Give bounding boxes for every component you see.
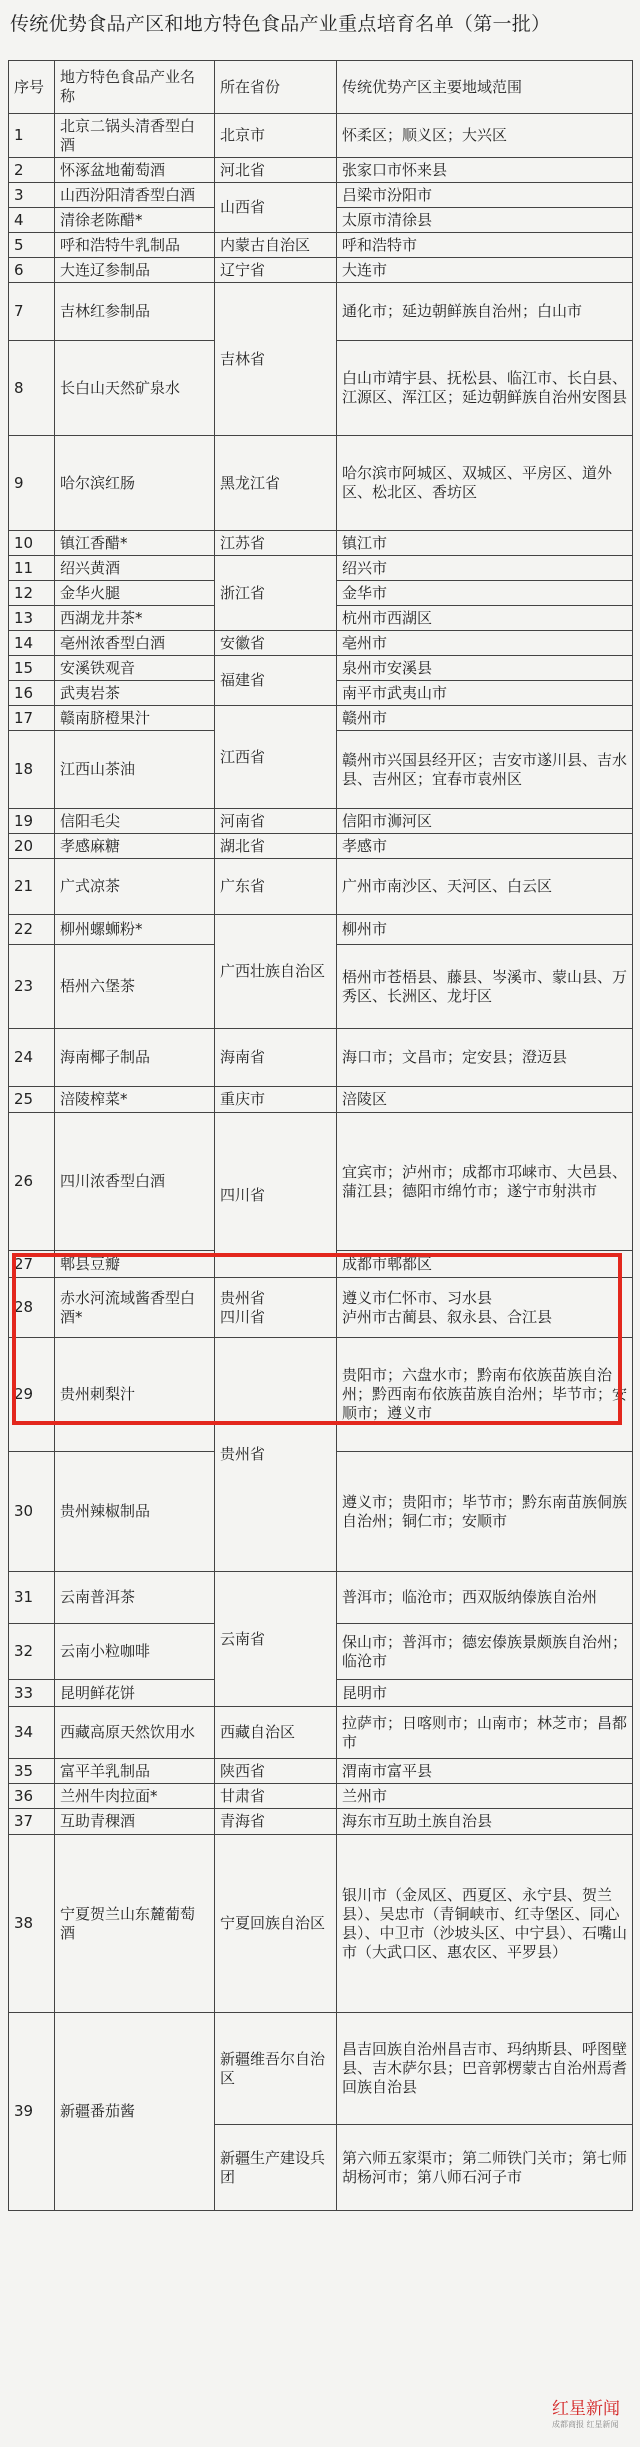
row-province: 陕西省 bbox=[215, 1759, 337, 1784]
row-province: 吉林省 bbox=[215, 283, 337, 436]
row-industry: 宁夏贺兰山东麓葡萄酒 bbox=[55, 1835, 215, 2013]
row-province: 湖北省 bbox=[215, 834, 337, 859]
row-industry: 海南椰子制品 bbox=[55, 1029, 215, 1087]
table-row bbox=[9, 531, 633, 556]
row-industry: 呼和浩特牛乳制品 bbox=[55, 233, 215, 258]
row-no: 16 bbox=[9, 681, 55, 706]
row-area: 普洱市；临沧市；西双版纳傣族自治州 bbox=[337, 1572, 633, 1624]
row-no: 11 bbox=[9, 556, 55, 581]
row-province: 西藏自治区 bbox=[215, 1707, 337, 1759]
row-no: 32 bbox=[9, 1624, 55, 1680]
row-no: 20 bbox=[9, 834, 55, 859]
table-row bbox=[9, 1278, 633, 1338]
row-province: 广西壮族自治区 bbox=[215, 915, 337, 1029]
row-industry: 长白山天然矿泉水 bbox=[55, 341, 215, 436]
table-row bbox=[9, 809, 633, 834]
row-industry: 武夷岩茶 bbox=[55, 681, 215, 706]
row-area: 成都市郫都区 bbox=[337, 1251, 633, 1278]
row-area: 柳州市 bbox=[337, 915, 633, 945]
row-no: 19 bbox=[9, 809, 55, 834]
row-no: 26 bbox=[9, 1113, 55, 1251]
row-no: 34 bbox=[9, 1707, 55, 1759]
brand-watermark bbox=[552, 2398, 636, 2438]
row-area: 呼和浩特市 bbox=[337, 233, 633, 258]
row-industry: 广式凉茶 bbox=[55, 859, 215, 915]
row-no: 4 bbox=[9, 208, 55, 233]
row-no: 29 bbox=[9, 1338, 55, 1452]
row-area: 孝感市 bbox=[337, 834, 633, 859]
row-no: 18 bbox=[9, 731, 55, 809]
table-row bbox=[9, 915, 633, 945]
row-area: 亳州市 bbox=[337, 631, 633, 656]
row-area: 保山市；普洱市；德宏傣族景颇族自治州；临沧市 bbox=[337, 1624, 633, 1680]
row-industry: 郫县豆瓣 bbox=[55, 1251, 215, 1278]
row-no: 36 bbox=[9, 1784, 55, 1809]
row-area: 大连市 bbox=[337, 258, 633, 283]
watermark-brand: 红星新闻 bbox=[552, 2399, 620, 2419]
row-province: 广东省 bbox=[215, 859, 337, 915]
row-no: 3 bbox=[9, 183, 55, 208]
table-row bbox=[9, 1087, 633, 1113]
row-province: 宁夏回族自治区 bbox=[215, 1835, 337, 2013]
row-industry: 赤水河流域酱香型白酒* bbox=[55, 1278, 215, 1338]
row-province: 黑龙江省 bbox=[215, 436, 337, 531]
row-area: 南平市武夷山市 bbox=[337, 681, 633, 706]
row-province: 福建省 bbox=[215, 656, 337, 706]
row-province: 山西省 bbox=[215, 183, 337, 233]
row-no: 13 bbox=[9, 606, 55, 631]
row-area: 哈尔滨市阿城区、双城区、平房区、道外区、松北区、香坊区 bbox=[337, 436, 633, 531]
row-industry: 昆明鲜花饼 bbox=[55, 1680, 215, 1707]
row-no: 22 bbox=[9, 915, 55, 945]
row-area: 吕梁市汾阳市 bbox=[337, 183, 633, 208]
row-industry: 柳州螺蛳粉* bbox=[55, 915, 215, 945]
row-no: 9 bbox=[9, 436, 55, 531]
row-province: 内蒙古自治区 bbox=[215, 233, 337, 258]
header-province: 所在省份 bbox=[215, 61, 337, 114]
row-area: 拉萨市；日喀则市；山南市；林芝市；昌都市 bbox=[337, 1707, 633, 1759]
table-row bbox=[9, 706, 633, 731]
table-row bbox=[9, 1113, 633, 1251]
row-no: 6 bbox=[9, 258, 55, 283]
row-no: 37 bbox=[9, 1809, 55, 1835]
row-area: 怀柔区；顺义区；大兴区 bbox=[337, 114, 633, 158]
row-area: 昆明市 bbox=[337, 1680, 633, 1707]
header-area: 传统优势产区主要地域范围 bbox=[337, 61, 633, 114]
table-row bbox=[9, 1809, 633, 1835]
row-no: 39 bbox=[9, 2013, 55, 2211]
row-no: 12 bbox=[9, 581, 55, 606]
row-area: 镇江市 bbox=[337, 531, 633, 556]
row-area: 渭南市富平县 bbox=[337, 1759, 633, 1784]
row-industry: 镇江香醋* bbox=[55, 531, 215, 556]
row-industry: 金华火腿 bbox=[55, 581, 215, 606]
row-industry: 云南小粒咖啡 bbox=[55, 1624, 215, 1680]
row-area: 白山市靖宇县、抚松县、临江市、长白县、江源区、浑江区；延边朝鲜族自治州安图县 bbox=[337, 341, 633, 436]
row-no: 30 bbox=[9, 1452, 55, 1572]
row-industry: 西藏高原天然饮用水 bbox=[55, 1707, 215, 1759]
row-province: 安徽省 bbox=[215, 631, 337, 656]
row-province: 江苏省 bbox=[215, 531, 337, 556]
row-no: 8 bbox=[9, 341, 55, 436]
table-row bbox=[9, 1784, 633, 1809]
row-industry: 孝感麻糖 bbox=[55, 834, 215, 859]
row-province: 四川省 bbox=[215, 1113, 337, 1278]
row-area: 张家口市怀来县 bbox=[337, 158, 633, 183]
row-no: 24 bbox=[9, 1029, 55, 1087]
row-province: 河北省 bbox=[215, 158, 337, 183]
row-industry: 亳州浓香型白酒 bbox=[55, 631, 215, 656]
row-no: 2 bbox=[9, 158, 55, 183]
table-row bbox=[9, 114, 633, 158]
row-area: 金华市 bbox=[337, 581, 633, 606]
table-row bbox=[9, 1835, 633, 2013]
food-industry-table bbox=[8, 60, 633, 2211]
row-area: 杭州市西湖区 bbox=[337, 606, 633, 631]
watermark-sub: 成都商报 红星新闻 bbox=[552, 2420, 619, 2429]
row-no: 5 bbox=[9, 233, 55, 258]
row-area: 通化市；延边朝鲜族自治州；白山市 bbox=[337, 283, 633, 341]
table-row bbox=[9, 283, 633, 341]
row-no: 33 bbox=[9, 1680, 55, 1707]
row-industry: 梧州六堡茶 bbox=[55, 945, 215, 1029]
row-area: 银川市（金凤区、西夏区、永宁县、贺兰县）、吴忠市（青铜峡市、红寺堡区、同心县）、中卫市（沙坡头区、中宁县）、石嘴山市（大武口区、惠农区、平罗县） bbox=[337, 1835, 633, 2013]
table-row bbox=[9, 2013, 633, 2125]
table-row bbox=[9, 1338, 633, 1452]
row-area: 太原市清徐县 bbox=[337, 208, 633, 233]
row-industry: 贵州刺梨汁 bbox=[55, 1338, 215, 1452]
row-area: 泉州市安溪县 bbox=[337, 656, 633, 681]
row-area: 遵义市仁怀市、习水县 泸州市古蔺县、叙永县、合江县 bbox=[337, 1278, 633, 1338]
row-industry: 西湖龙井茶* bbox=[55, 606, 215, 631]
row-province: 贵州省 bbox=[215, 1338, 337, 1572]
row-area: 贵阳市；六盘水市；黔南布依族苗族自治州；黔西南布依族苗族自治州；毕节市；安顺市；遵义市 bbox=[337, 1338, 633, 1452]
row-area: 梧州市苍梧县、藤县、岑溪市、蒙山县、万秀区、长洲区、龙圩区 bbox=[337, 945, 633, 1029]
row-province: 云南省 bbox=[215, 1572, 337, 1707]
row-industry: 绍兴黄酒 bbox=[55, 556, 215, 581]
row-province: 江西省 bbox=[215, 706, 337, 809]
row-area: 信阳市浉河区 bbox=[337, 809, 633, 834]
row-area: 广州市南沙区、天河区、白云区 bbox=[337, 859, 633, 915]
row-no: 17 bbox=[9, 706, 55, 731]
row-industry: 云南普洱茶 bbox=[55, 1572, 215, 1624]
row-area: 第六师五家渠市；第二师铁门关市；第七师胡杨河市；第八师石河子市 bbox=[337, 2125, 633, 2211]
row-area: 遵义市；贵阳市；毕节市；黔东南苗族侗族自治州；铜仁市；安顺市 bbox=[337, 1452, 633, 1572]
table-row bbox=[9, 1759, 633, 1784]
row-no: 14 bbox=[9, 631, 55, 656]
row-industry: 江西山茶油 bbox=[55, 731, 215, 809]
row-province: 贵州省 四川省 bbox=[215, 1278, 337, 1338]
table-row bbox=[9, 258, 633, 283]
table-row bbox=[9, 158, 633, 183]
row-industry: 四川浓香型白酒 bbox=[55, 1113, 215, 1251]
row-industry: 富平羊乳制品 bbox=[55, 1759, 215, 1784]
row-province: 重庆市 bbox=[215, 1087, 337, 1113]
row-no: 7 bbox=[9, 283, 55, 341]
row-province: 河南省 bbox=[215, 809, 337, 834]
row-province: 青海省 bbox=[215, 1809, 337, 1835]
table-row bbox=[9, 834, 633, 859]
row-no: 27 bbox=[9, 1251, 55, 1278]
row-industry: 涪陵榨菜* bbox=[55, 1087, 215, 1113]
row-industry: 山西汾阳清香型白酒 bbox=[55, 183, 215, 208]
row-industry: 兰州牛肉拉面* bbox=[55, 1784, 215, 1809]
row-area: 宜宾市；泸州市；成都市邛崃市、大邑县、蒲江县；德阳市绵竹市；遂宁市射洪市 bbox=[337, 1113, 633, 1251]
row-industry: 安溪铁观音 bbox=[55, 656, 215, 681]
row-province: 新疆生产建设兵团 bbox=[215, 2125, 337, 2211]
row-no: 35 bbox=[9, 1759, 55, 1784]
document-title: 传统优势食品产区和地方特色食品产业重点培育名单（第一批） bbox=[10, 13, 551, 35]
header-no: 序号 bbox=[9, 61, 55, 114]
row-industry: 北京二锅头清香型白酒 bbox=[55, 114, 215, 158]
table-row bbox=[9, 1707, 633, 1759]
row-no: 28 bbox=[9, 1278, 55, 1338]
table-row bbox=[9, 183, 633, 208]
row-industry: 新疆番茄酱 bbox=[55, 2013, 215, 2211]
row-no: 38 bbox=[9, 1835, 55, 2013]
row-no: 10 bbox=[9, 531, 55, 556]
row-no: 21 bbox=[9, 859, 55, 915]
row-industry: 怀涿盆地葡萄酒 bbox=[55, 158, 215, 183]
row-area: 绍兴市 bbox=[337, 556, 633, 581]
row-industry: 吉林红参制品 bbox=[55, 283, 215, 341]
row-area: 兰州市 bbox=[337, 1784, 633, 1809]
row-industry: 清徐老陈醋* bbox=[55, 208, 215, 233]
row-area: 海东市互助土族自治县 bbox=[337, 1809, 633, 1835]
row-industry: 哈尔滨红肠 bbox=[55, 436, 215, 531]
row-industry: 贵州辣椒制品 bbox=[55, 1452, 215, 1572]
table-row bbox=[9, 436, 633, 531]
row-province: 浙江省 bbox=[215, 556, 337, 631]
row-area: 赣州市 bbox=[337, 706, 633, 731]
table-row bbox=[9, 859, 633, 915]
table-row bbox=[9, 1029, 633, 1087]
table-row bbox=[9, 556, 633, 581]
row-province: 新疆维吾尔自治区 bbox=[215, 2013, 337, 2125]
row-industry: 互助青稞酒 bbox=[55, 1809, 215, 1835]
row-no: 1 bbox=[9, 114, 55, 158]
row-province: 北京市 bbox=[215, 114, 337, 158]
table-row bbox=[9, 233, 633, 258]
row-industry: 信阳毛尖 bbox=[55, 809, 215, 834]
row-area: 赣州市兴国县经开区；吉安市遂川县、吉水县、吉州区；宜春市袁州区 bbox=[337, 731, 633, 809]
row-area: 涪陵区 bbox=[337, 1087, 633, 1113]
header-industry: 地方特色食品产业名称 bbox=[55, 61, 215, 114]
row-no: 25 bbox=[9, 1087, 55, 1113]
row-industry: 大连辽参制品 bbox=[55, 258, 215, 283]
row-province: 辽宁省 bbox=[215, 258, 337, 283]
row-area: 昌吉回族自治州昌吉市、玛纳斯县、呼图壁县、吉木萨尔县；巴音郭楞蒙古自治州焉耆回族自治县 bbox=[337, 2013, 633, 2125]
table-row bbox=[9, 656, 633, 681]
row-no: 31 bbox=[9, 1572, 55, 1624]
table-row bbox=[9, 1572, 633, 1624]
row-industry: 赣南脐橙果汁 bbox=[55, 706, 215, 731]
table-header-row bbox=[9, 61, 633, 114]
row-area: 海口市；文昌市；定安县；澄迈县 bbox=[337, 1029, 633, 1087]
row-no: 15 bbox=[9, 656, 55, 681]
row-province: 海南省 bbox=[215, 1029, 337, 1087]
row-province: 甘肃省 bbox=[215, 1784, 337, 1809]
row-no: 23 bbox=[9, 945, 55, 1029]
table-row bbox=[9, 631, 633, 656]
